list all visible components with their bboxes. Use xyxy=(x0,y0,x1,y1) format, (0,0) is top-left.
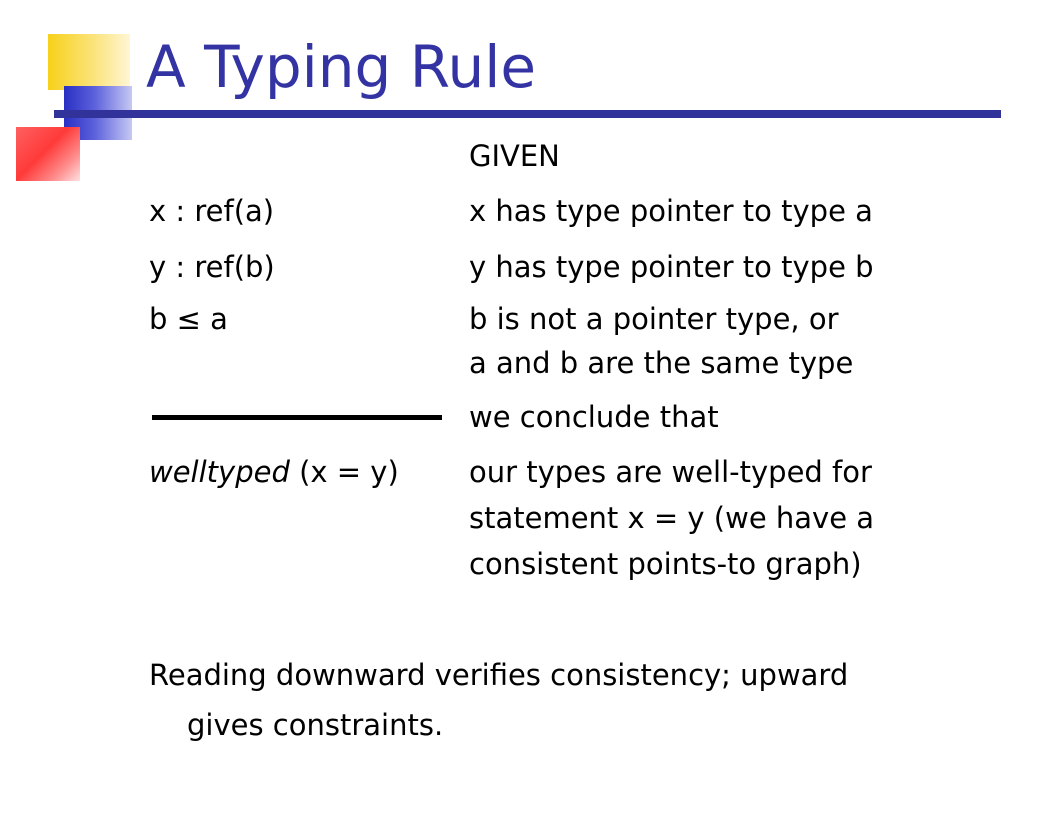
premise-meaning: x has type pointer to type a xyxy=(469,194,873,228)
conclusion-meaning: consistent points-to graph) xyxy=(469,547,862,581)
footer-line: gives constraints. xyxy=(187,708,444,742)
slide-title: A Typing Rule xyxy=(146,33,537,101)
conclusion-meaning: our types are well-typed for xyxy=(469,455,872,489)
welltyped-keyword: welltyped xyxy=(149,455,290,489)
premise-meaning: y has type pointer to type b xyxy=(469,250,874,284)
decorative-yellow-square xyxy=(48,34,130,90)
conclusion-statement: (x = y) xyxy=(289,455,399,489)
premise-judgment: b ≤ a xyxy=(149,302,228,336)
conclusion-judgment xyxy=(149,454,399,490)
conclusion-meaning: statement x = y (we have a xyxy=(469,501,875,535)
decorative-red-square xyxy=(16,127,80,181)
title-underline xyxy=(54,110,1001,118)
premise-judgment: y : ref(b) xyxy=(149,250,275,284)
premise-meaning-continued: a and b are the same type xyxy=(469,346,854,380)
premise-judgment: x : ref(a) xyxy=(149,194,275,228)
given-label: GIVEN xyxy=(469,139,560,173)
conclusion-label: we conclude that xyxy=(469,400,719,434)
premise-meaning: b is not a pointer type, or xyxy=(469,302,839,336)
footer-line: Reading downward verifies consistency; upward xyxy=(149,658,849,692)
footer-note xyxy=(149,650,979,750)
inference-bar xyxy=(152,415,442,420)
